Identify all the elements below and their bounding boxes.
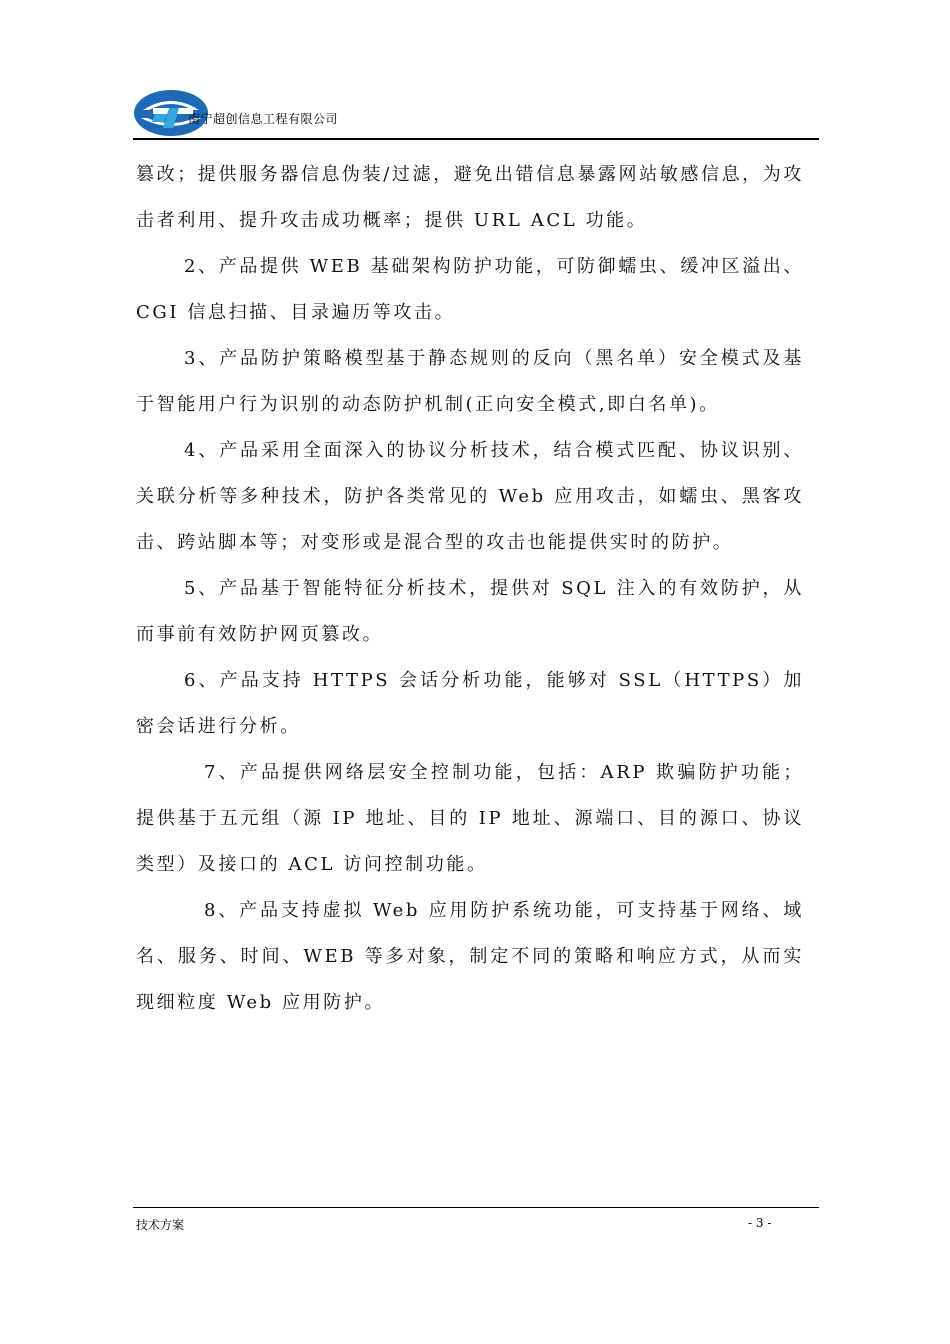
footer-doc-title: 技术方案 [136, 1218, 185, 1232]
footer-divider [133, 1207, 819, 1208]
paragraph-item-8: 8、产品支持虚拟 Web 应用防护系统功能，可支持基于网络、域名、服务、时间、WEB 等多对象，制定不同的策略和响应方式，从而实现细粒度 Web 应用防护。 [136, 900, 804, 1013]
paragraph-item-6: 6、产品支持 HTTPS 会话分析功能，能够对 SSL（HTTPS）加密会话进行分析。 [136, 670, 804, 737]
paragraph-item-5: 5、产品基于智能特征分析技术，提供对 SQL 注入的有效防护，从而事前有效防护网页篡改。 [136, 578, 804, 645]
paragraph-item-4: 4、产品采用全面深入的协议分析技术，结合模式匹配、协议识别、关联分析等多种技术，防护各类常见的 Web 应用攻击，如蠕虫、黑客攻击、跨站脚本等；对变形或是混合型的攻击也能提供实时的防护。 [136, 440, 804, 553]
company-name: 南宁超创信息工程有限公司 [188, 112, 339, 126]
paragraph-item-7: 7、产品提供网络层安全控制功能，包括：ARP 欺骗防护功能；提供基于五元组（源 IP 地址、目的 IP 地址、源端口、目的源口、协议类型）及接口的 ACL 访问控制功能。 [136, 762, 804, 875]
header-divider [133, 138, 819, 140]
page-number: - 3 - [748, 1216, 772, 1230]
body-text [136, 152, 804, 1026]
paragraph-item-2: 2、产品提供 WEB 基础架构防护功能，可防御蠕虫、缓冲区溢出、CGI 信息扫描、目录遍历等攻击。 [136, 256, 804, 323]
paragraph-item-3: 3、产品防护策略模型基于静态规则的反向（黑名单）安全模式及基于智能用户行为识别的动态防护机制(正向安全模式,即白名单)。 [136, 348, 804, 415]
paragraph-continued: 篡改；提供服务器信息伪装/过滤，避免出错信息暴露网站敏感信息，为攻击者利用、提升攻击成功概率；提供 URL ACL 功能。 [136, 164, 804, 231]
page-header [133, 88, 819, 140]
